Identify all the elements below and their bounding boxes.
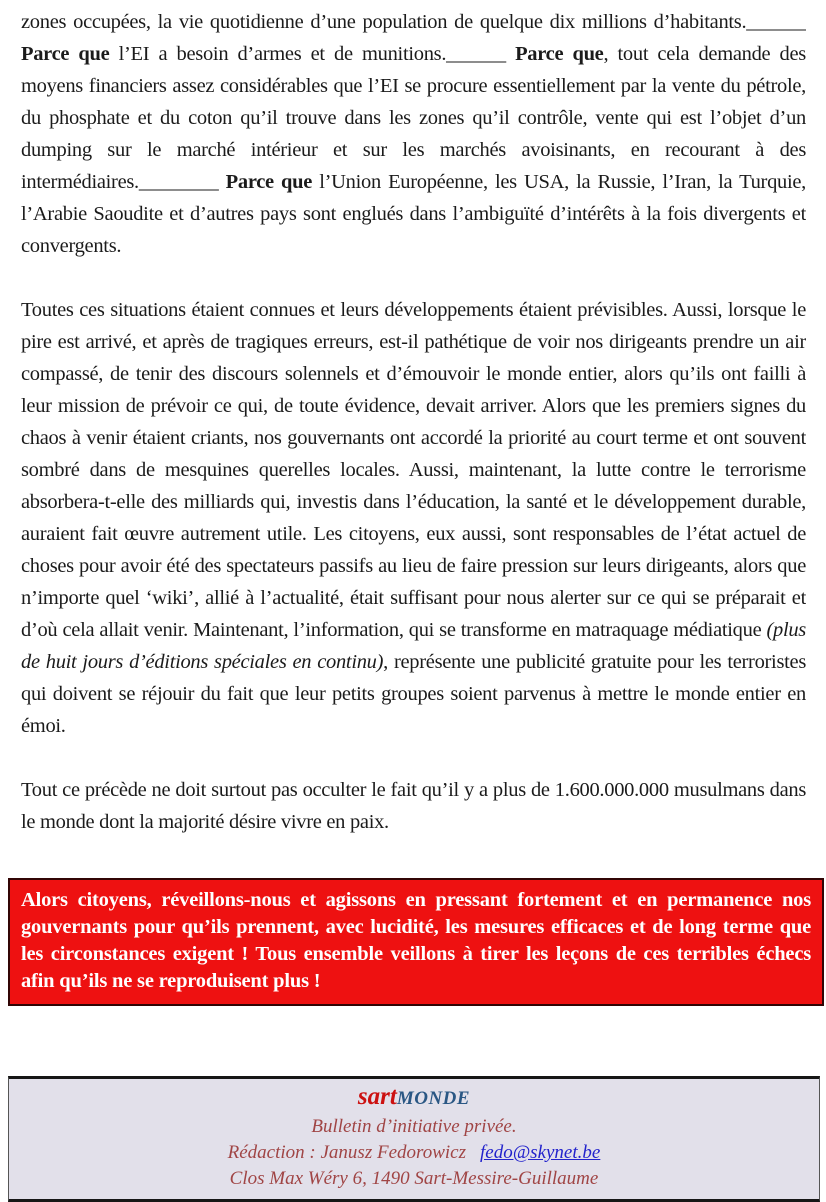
logo-sart: sart <box>357 1083 397 1110</box>
paragraph-occupation-seg4: l’Union Européenne, les USA, la Russie, l’Iran, la Turquie, l’Arabie Saoudite et d’autres pays sont englués dans l’ambiguïté d’intérêts à la fois divergents et convergents. <box>21 171 806 257</box>
email-link[interactable]: fedo@skynet.be <box>479 1142 601 1163</box>
paragraph-occupation-seg2: l’EI a besoin d’armes et de munitions.______ <box>109 43 516 65</box>
newsletter-logo <box>9 1083 819 1114</box>
paragraph-occupation-seg1: zones occupées, la vie quotidienne d’une population de quelque dix millions d’habitants.______ <box>21 11 806 33</box>
footer-bulletin-line: Bulletin d’initiative privée. <box>311 1116 517 1137</box>
newsletter-footer <box>8 1076 820 1202</box>
logo-monde: MONDE <box>396 1088 471 1109</box>
paragraph-analysis-seg1: Toutes ces situations étaient connues et leurs développements étaient prévisibles. Aussi, lorsque le pire est arrivé, et après de tragiques erreurs, est-il pathétique de voir nos dirigeants prendre un air compassé, de tenir des discours solennels et d’émouvoir le monde entier, alors qu’ils ont failli à leur mission de prévoir ce qui, de toute évidence, devait arriver. Alors que les premiers signes du chaos à venir étaient criants, nos gouvernants ont accordé la priorité au court terme et ont souvent sombré dans de mesquines querelles locales. Aussi, maintenant, la lutte contre le terrorisme absorbera-t-elle des milliards qui, investis dans l’éducation, la santé et le développement durable, auraient fait œuvre autrement utile. Les citoyens, eux aussi, sont responsables de l’état actuel de choses pour avoir été des spectateurs passifs au lieu de faire pression sur leurs dirigeants, alors que n’importe quel ‘wiki’, allié à l’actualité, était suffisant pour nous alerter sur ce qui se préparait et d’où cela allait venir. Maintenant, l’information, qui se transforme en matraquage médiatique <box>21 299 806 641</box>
alert-banner: Alors citoyens, réveillons-nous et agissons en pressant fortement et en permanence nos gouvernants pour qu’ils prennent, avec lucidité, les mesures efficaces et de long terme que les circonstances exigent ! Tous ensemble veillons à tirer les leçons de ces terribles échecs afin qu’ils ne se reproduisent plus ! <box>8 878 824 1006</box>
footer-redaction-line <box>9 1140 819 1166</box>
bold-parce-que-2: Parce que <box>515 43 604 65</box>
paragraph-occupation <box>21 6 806 262</box>
italic-editions-speciales: (plus de huit jours d’éditions spéciales en continu) <box>21 619 806 673</box>
paragraph-muslims: Tout ce précède ne doit surtout pas occulter le fait qu’il y a plus de 1.600.000.000 musulmans dans le monde dont la majorité désire vivre en paix. <box>21 779 806 833</box>
redaction-label: Rédaction : Janusz Fedorowicz <box>227 1142 466 1163</box>
bold-parce-que-3: Parce que <box>225 171 313 193</box>
paragraph-occupation-seg3: , tout cela demande des moyens financiers assez considérables que l’EI se procure essentiellement par la vente du pétrole, du phosphate et du coton qu’il trouve dans les zones qu’il contrôle, vente qui est l’objet d’un dumping sur le marché intérieur et sur les marchés avoisinants, en recourant à des intermédiaires.________ <box>21 43 806 193</box>
paragraph-analysis <box>21 294 806 742</box>
bold-parce-que-1: Parce que <box>21 43 110 65</box>
footer-address-line: Clos Max Wéry 6, 1490 Sart-Messire-Guillaume <box>229 1168 599 1189</box>
document-text-area <box>21 6 806 876</box>
paragraph-analysis-seg2: , représente une publicité gratuite pour les terroristes qui doivent se réjouir du fait que leur petits groupes soient parvenus à mettre le monde entier en émoi. <box>21 651 806 737</box>
